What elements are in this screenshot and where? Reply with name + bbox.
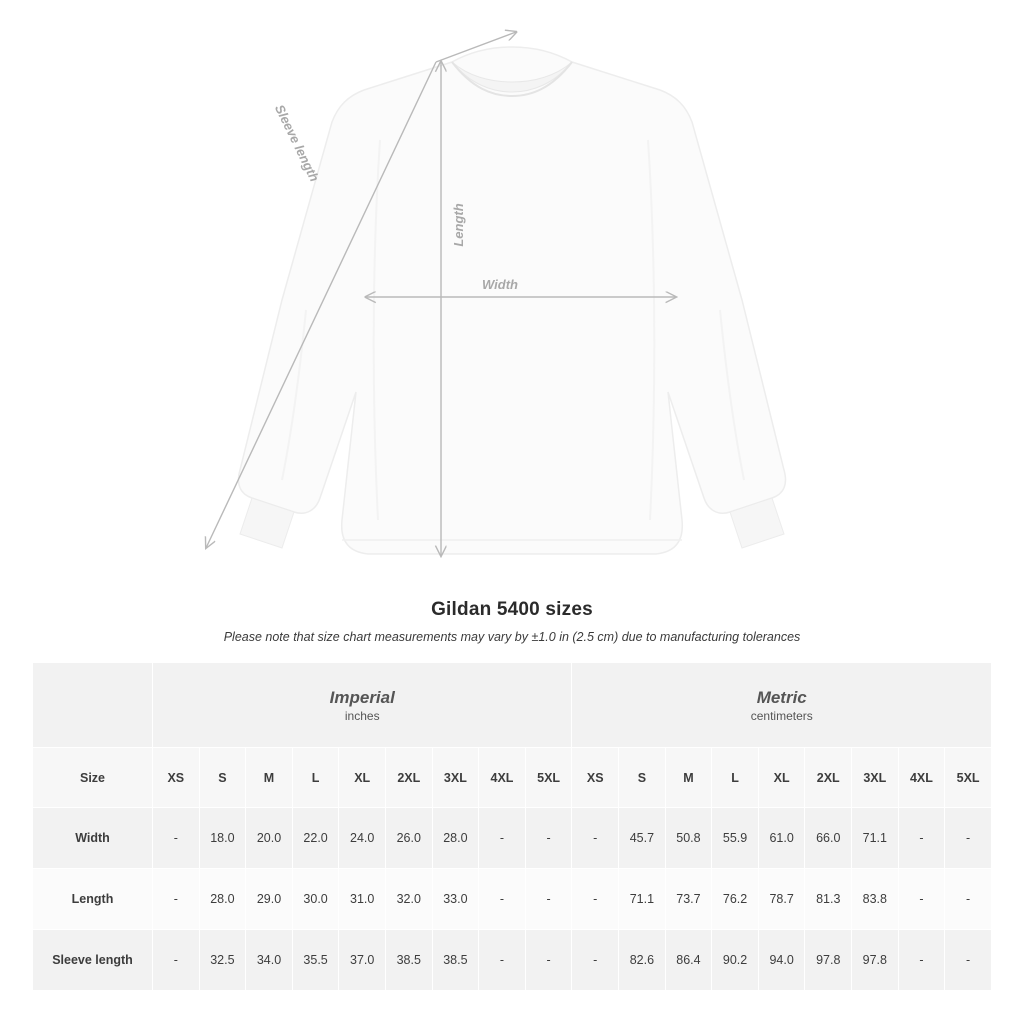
cell-length-imp-4xl: - <box>479 869 526 930</box>
cell-sleeve-imp-l: 35.5 <box>292 930 339 991</box>
cell-length-met-4xl: - <box>898 869 945 930</box>
length-label: Length <box>451 203 466 247</box>
cell-width-met-l: 55.9 <box>712 808 759 869</box>
shirt-shape <box>239 47 786 554</box>
cell-length-met-l: 76.2 <box>712 869 759 930</box>
size-header-imp-xl: XL <box>339 748 386 808</box>
table-row <box>33 808 992 869</box>
cell-width-met-3xl: 71.1 <box>852 808 899 869</box>
cell-sleeve-met-4xl: - <box>898 930 945 991</box>
cell-width-imp-3xl: 28.0 <box>432 808 479 869</box>
row-label-sleeve-length: Sleeve length <box>33 930 153 991</box>
page-title: Gildan 5400 sizes <box>431 599 593 620</box>
table-row <box>33 930 992 991</box>
cell-length-met-5xl: - <box>945 869 992 930</box>
cell-length-imp-3xl: 33.0 <box>432 869 479 930</box>
size-header-met-xs: XS <box>572 748 619 808</box>
unit-header-row <box>33 663 992 748</box>
unit-name-metric: Metric <box>756 687 807 707</box>
cell-sleeve-imp-2xl: 38.5 <box>385 930 432 991</box>
cell-sleeve-met-m: 86.4 <box>665 930 712 991</box>
tolerance-note: Please note that size chart measurements may vary by ±1.0 in (2.5 cm) due to manufacturing tolerances <box>223 630 801 644</box>
sleeve-length-label: Sleeve length <box>271 102 323 184</box>
size-header-met-4xl: 4XL <box>898 748 945 808</box>
size-table-wrap <box>0 662 1024 991</box>
cell-length-imp-xs: - <box>153 869 200 930</box>
cell-sleeve-met-3xl: 97.8 <box>852 930 899 991</box>
cell-width-met-5xl: - <box>945 808 992 869</box>
row-label-width: Width <box>33 808 153 869</box>
cell-sleeve-met-s: 82.6 <box>619 930 666 991</box>
cell-length-met-xs: - <box>572 869 619 930</box>
cell-width-imp-s: 18.0 <box>199 808 246 869</box>
cell-sleeve-met-5xl: - <box>945 930 992 991</box>
cell-width-imp-m: 20.0 <box>246 808 293 869</box>
cell-sleeve-met-xs: - <box>572 930 619 991</box>
cell-width-imp-2xl: 26.0 <box>385 808 432 869</box>
cell-sleeve-imp-s: 32.5 <box>199 930 246 991</box>
table-row <box>33 869 992 930</box>
size-header-imp-4xl: 4XL <box>479 748 526 808</box>
cell-sleeve-imp-4xl: - <box>479 930 526 991</box>
cell-width-met-2xl: 66.0 <box>805 808 852 869</box>
cell-sleeve-imp-m: 34.0 <box>246 930 293 991</box>
cell-length-met-3xl: 83.8 <box>852 869 899 930</box>
unit-sub-imperial: inches <box>344 709 380 724</box>
cell-length-met-xl: 78.7 <box>758 869 805 930</box>
cell-sleeve-imp-xs: - <box>153 930 200 991</box>
cell-width-imp-4xl: - <box>479 808 526 869</box>
cell-width-imp-l: 22.0 <box>292 808 339 869</box>
size-header-met-5xl: 5XL <box>945 748 992 808</box>
row-label-length: Length <box>33 869 153 930</box>
size-header-imp-m: M <box>246 748 293 808</box>
cell-length-imp-5xl: - <box>525 869 572 930</box>
cell-width-met-m: 50.8 <box>665 808 712 869</box>
unit-corner-cell <box>33 663 153 748</box>
cell-width-met-s: 45.7 <box>619 808 666 869</box>
size-header-met-s: S <box>619 748 666 808</box>
cell-width-met-xs: - <box>572 808 619 869</box>
cell-width-imp-xs: - <box>153 808 200 869</box>
cell-width-met-4xl: - <box>898 808 945 869</box>
cell-sleeve-imp-5xl: - <box>525 930 572 991</box>
cell-length-imp-s: 28.0 <box>199 869 246 930</box>
size-header-met-xl: XL <box>758 748 805 808</box>
cell-length-met-s: 71.1 <box>619 869 666 930</box>
size-table <box>32 662 992 991</box>
cell-length-met-m: 73.7 <box>665 869 712 930</box>
cell-width-met-xl: 61.0 <box>758 808 805 869</box>
cell-width-imp-xl: 24.0 <box>339 808 386 869</box>
cell-width-imp-5xl: - <box>525 808 572 869</box>
size-header-imp-3xl: 3XL <box>432 748 479 808</box>
size-header-imp-s: S <box>199 748 246 808</box>
cell-sleeve-met-2xl: 97.8 <box>805 930 852 991</box>
cell-length-imp-xl: 31.0 <box>339 869 386 930</box>
size-header-imp-l: L <box>292 748 339 808</box>
unit-sub-metric: centimeters <box>750 709 813 724</box>
size-header-imp-xs: XS <box>153 748 200 808</box>
unit-cell-imperial <box>153 663 572 748</box>
cell-length-imp-2xl: 32.0 <box>385 869 432 930</box>
size-header-imp-2xl: 2XL <box>385 748 432 808</box>
size-corner-label: Size <box>33 748 153 808</box>
size-header-met-l: L <box>712 748 759 808</box>
cell-sleeve-imp-xl: 37.0 <box>339 930 386 991</box>
cell-sleeve-imp-3xl: 38.5 <box>432 930 479 991</box>
title-block <box>0 599 1024 644</box>
cell-length-imp-m: 29.0 <box>246 869 293 930</box>
width-label: Width <box>482 277 518 292</box>
cell-sleeve-met-l: 90.2 <box>712 930 759 991</box>
cell-sleeve-met-xl: 94.0 <box>758 930 805 991</box>
size-header-row <box>33 748 992 808</box>
cell-length-imp-l: 30.0 <box>292 869 339 930</box>
size-header-imp-5xl: 5XL <box>525 748 572 808</box>
size-header-met-3xl: 3XL <box>852 748 899 808</box>
unit-name-imperial: Imperial <box>329 687 395 707</box>
size-header-met-2xl: 2XL <box>805 748 852 808</box>
cell-length-met-2xl: 81.3 <box>805 869 852 930</box>
size-header-met-m: M <box>665 748 712 808</box>
unit-cell-metric <box>572 663 992 748</box>
